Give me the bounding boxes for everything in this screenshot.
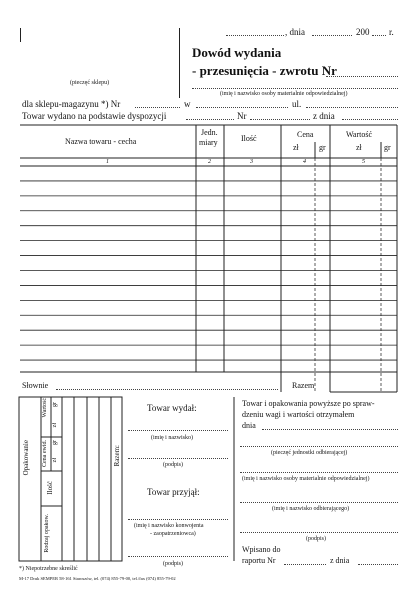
col-price-gr: gr [319, 143, 326, 152]
col-number-5: 5 [362, 159, 365, 165]
shop-label: dla sklepu-magazynu *) Nr [22, 99, 121, 109]
col-number-1: 1 [106, 159, 109, 165]
col-number-2: 2 [208, 159, 211, 165]
col-name-header: Nazwa towaru - cecha [65, 137, 137, 146]
col-price-header: Cena [297, 130, 314, 139]
holder-caption: (imię i nazwisko osoby materialnie odpowiedzialnej) [220, 91, 348, 97]
year-label: 200 [356, 27, 370, 37]
convoy-caption-2: - zaopatrzeniowca) [150, 531, 196, 537]
convoy-caption-1: (imię i nazwisko konwojenta [134, 523, 204, 529]
disposition-label: Towar wydano na podstawie dyspozycji [22, 111, 167, 121]
disposition-date-label: z dnia [313, 111, 335, 121]
issued-label: Towar wydał: [147, 403, 197, 413]
convoy-sign-field[interactable] [128, 556, 228, 557]
entered-label-1: Wpisano do [242, 545, 281, 554]
year-suffix: r. [389, 27, 394, 37]
col-value-zl: zł [356, 143, 362, 152]
receipt-text-2: dzeniu wagi i wartości otrzymałem [242, 410, 355, 419]
words-label: Słownie [22, 381, 49, 390]
recv-stamp-field[interactable] [240, 446, 398, 447]
report-number-field[interactable] [284, 564, 326, 565]
total-label: Razem [292, 381, 315, 390]
stamp-caption: (pieczęć sklepu) [70, 80, 110, 86]
street-label: ul. [292, 99, 302, 109]
receipt-text-1: Towar i opakowania powyższe po spraw- [242, 399, 375, 408]
report-date-field[interactable] [358, 564, 398, 565]
col-qty-header: Ilość [241, 134, 257, 143]
entered-date-label: z dnia [330, 556, 350, 565]
received-label: Towar przyjął: [147, 487, 200, 497]
issuer-sign-caption: (podpis) [163, 462, 183, 468]
col-price-zl: zł [293, 143, 299, 152]
col-unit-header-1: Jedn. [201, 128, 218, 137]
receiver-sign-field[interactable] [240, 532, 398, 533]
receipt-text-3: dnia [242, 421, 256, 430]
packaging-label: Opakowanie [22, 440, 30, 476]
pack-price-gr: gr [52, 440, 58, 445]
recv-stamp-caption: (pieczęć jednostki odbierającej) [271, 450, 348, 456]
in-label: w [184, 99, 191, 109]
convoy-name-field[interactable] [128, 519, 228, 520]
issuer-name-field[interactable] [128, 430, 228, 431]
convoy-sign-caption: (podpis) [163, 561, 183, 567]
col-number-4: 4 [303, 159, 306, 165]
footnote: *) Niepotrzebne skreślić [19, 566, 78, 572]
col-value-gr: gr [384, 143, 391, 152]
pack-razem-label: Razem: [113, 445, 121, 467]
pack-price-label: Cena ewid. [42, 440, 48, 467]
pack-kind-label: Rodzaj opakow. [44, 514, 50, 553]
issuer-sign-field[interactable] [128, 458, 228, 459]
pack-value-label: Wartość [42, 398, 48, 418]
recv-holder-field[interactable] [240, 472, 398, 473]
receipt-date-field[interactable] [262, 429, 398, 430]
issuer-name-caption: (imię i nazwisko) [151, 435, 193, 441]
entered-label-2: raportu Nr [242, 556, 276, 565]
pack-price-zl: zł [52, 458, 58, 463]
receiver-sign-caption: (podpis) [306, 536, 326, 542]
recv-holder-caption: (imię i nazwisko osoby materialnie odpowiedzialnej) [242, 476, 370, 482]
date-label: , dnia [285, 27, 305, 37]
pack-qty-label: Ilość [46, 481, 54, 495]
receiver-name-field[interactable] [240, 502, 398, 503]
document-subtitle: - przesunięcia - zwrotu Nr [192, 63, 337, 78]
nr-label: Nr [237, 111, 247, 121]
col-number-3: 3 [250, 159, 253, 165]
col-unit-header-2: miary [199, 138, 218, 147]
pack-value-zl: zł [52, 423, 58, 428]
col-value-header: Wartość [346, 130, 373, 139]
pack-value-gr: gr [52, 402, 58, 407]
document-title: Dowód wydania [192, 45, 282, 60]
receiver-caption: (imię i nazwisko odbierającego) [272, 506, 350, 512]
printer-imprint: M-17 Druk SEMPER 58-161 Staroszów, tel. (074) 855-79-00, tel./fax (074) 855-79-02 [19, 576, 176, 581]
